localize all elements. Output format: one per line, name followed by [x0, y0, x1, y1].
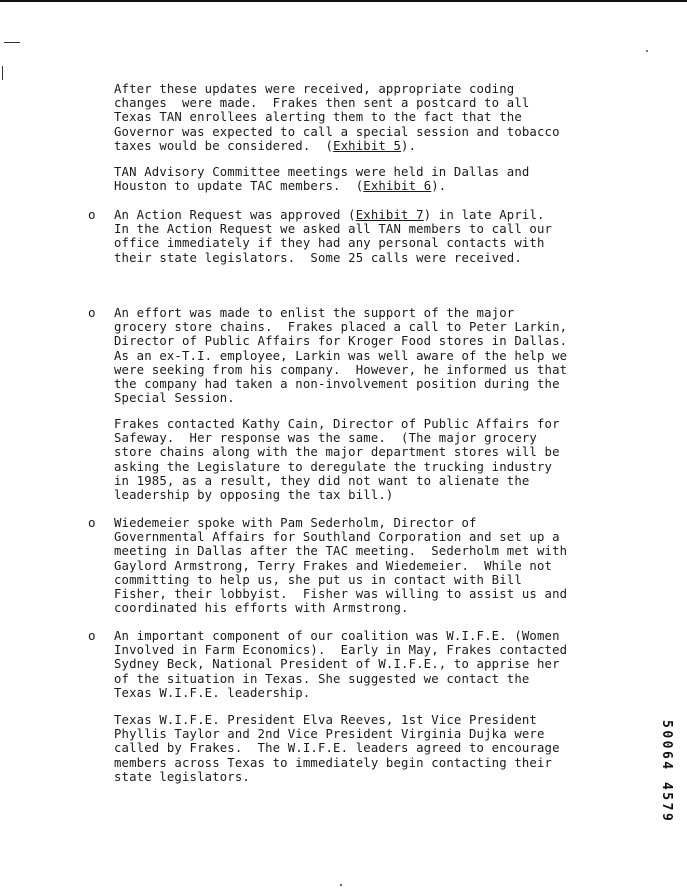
- text-segment: An Action Request was approved (: [114, 208, 356, 222]
- text-line: In the Action Request we asked all TAN members to call our: [114, 222, 553, 237]
- text-line: [114, 208, 634, 222]
- text-line: store chains along with the major department stores will be: [114, 445, 560, 460]
- text-line: Texas W.I.F.E. President Elva Reeves, 1st Vice President: [114, 713, 537, 727]
- text-line: An effort was made to enlist the support of the major: [114, 306, 515, 320]
- text-line: Special Session.: [114, 391, 235, 406]
- text-line: members across Texas to immediately begin contacting their: [114, 755, 553, 770]
- bates-number: 50064 4579: [659, 720, 674, 824]
- text-line: [114, 139, 634, 153]
- text-line: Safeway. Her response was the same. (The major grocery: [114, 431, 537, 446]
- scan-artifact: [646, 50, 648, 52]
- text-line: office immediately if they had any personal contacts with: [114, 236, 545, 251]
- text-line: Governmental Affairs for Southland Corporation and set up a: [114, 530, 560, 545]
- page-top-edge: [0, 0, 687, 2]
- bullet-marker: o: [88, 628, 96, 643]
- text-line: Sydney Beck, National President of W.I.F.E., to apprise her: [114, 657, 560, 672]
- paragraph-grocery-chains: [114, 306, 634, 405]
- paragraph-tac-meetings: [114, 165, 634, 193]
- bullet-marker: o: [88, 207, 96, 222]
- text-segment: ) in late April.: [423, 208, 545, 222]
- scan-artifact: [340, 884, 342, 886]
- text-line: Texas TAN enrollees alerting them to the fact that the: [114, 110, 522, 125]
- text-line: state legislators.: [114, 769, 250, 784]
- bullet-marker: o: [88, 305, 96, 320]
- text-line: [114, 179, 634, 193]
- text-line: Texas W.I.F.E. leadership.: [114, 685, 311, 700]
- text-line: committing to help us, she put us in contact with Bill: [114, 572, 522, 587]
- text-line: changes were made. Frakes then sent a postcard to all: [114, 96, 530, 111]
- paragraph-texas-wife-leaders: [114, 713, 634, 784]
- text-line: the company had taken a non-involvement position during the: [114, 376, 560, 391]
- paragraph-action-request: [114, 208, 634, 265]
- text-line: Fisher, their lobbyist. Fisher was willing to assist us and: [114, 586, 568, 601]
- text-line: TAN Advisory Committee meetings were held in Dallas and: [114, 165, 530, 179]
- text-line: called by Frakes. The W.I.F.E. leaders agreed to encourage: [114, 741, 560, 756]
- text-segment: taxes would be considered. (: [114, 138, 334, 153]
- text-line: leadership by opposing the tax bill.): [114, 487, 394, 502]
- text-line: Frakes contacted Kathy Cain, Director of Public Affairs for: [114, 417, 560, 431]
- bates-stamp: [624, 700, 684, 824]
- text-line: Director of Public Affairs for Kroger Food stores in Dallas.: [114, 334, 568, 349]
- text-line: Involved in Farm Economics). Early in May, Frakes contacted: [114, 643, 568, 658]
- exhibit-7-reference: Exhibit 7: [355, 208, 424, 222]
- text-segment: Houston to update TAC members. (: [114, 179, 364, 194]
- text-line: meeting in Dallas after the TAC meeting. Sederholm met with: [114, 544, 568, 559]
- text-line: their state legislators. Some 25 calls were received.: [114, 250, 522, 265]
- text-line: Gaylord Armstrong, Terry Frakes and Wiedemeier. While not: [114, 558, 553, 573]
- text-segment: ).: [431, 179, 447, 194]
- text-line: grocery store chains. Frakes placed a call to Peter Larkin,: [114, 320, 568, 335]
- text-line: An important component of our coalition was W.I.F.E. (Women: [114, 629, 560, 643]
- paragraph-southland: [114, 516, 634, 615]
- paragraph-postcard-update: [114, 82, 634, 153]
- text-line: Wiedemeier spoke with Pam Sederholm, Director of: [114, 516, 477, 530]
- scan-artifact: [4, 42, 20, 43]
- text-line: Governor was expected to call a special session and tobacco: [114, 124, 560, 139]
- exhibit-5-reference: Exhibit 5: [333, 138, 402, 153]
- text-line: in 1985, as a result, they did not want to alienate the: [114, 473, 530, 488]
- text-line: After these updates were received, appropriate coding: [114, 82, 515, 96]
- text-line: As an ex-T.I. employee, Larkin was well aware of the help we: [114, 348, 568, 363]
- text-line: Phyllis Taylor and 2nd Vice President Virginia Dujka were: [114, 727, 545, 742]
- bullet-marker: o: [88, 515, 96, 530]
- paragraph-safeway: [114, 417, 634, 502]
- paragraph-wife-coalition: [114, 629, 634, 700]
- text-line: of the situation in Texas. She suggested we contact the: [114, 671, 530, 686]
- text-line: coordinated his efforts with Armstrong.: [114, 601, 409, 616]
- exhibit-6-reference: Exhibit 6: [363, 179, 432, 194]
- text-line: asking the Legislature to deregulate the trucking industry: [114, 459, 553, 474]
- text-segment: ).: [401, 138, 417, 153]
- text-line: were seeking from his company. However, he informed us that: [114, 362, 568, 377]
- scan-artifact: [2, 66, 3, 80]
